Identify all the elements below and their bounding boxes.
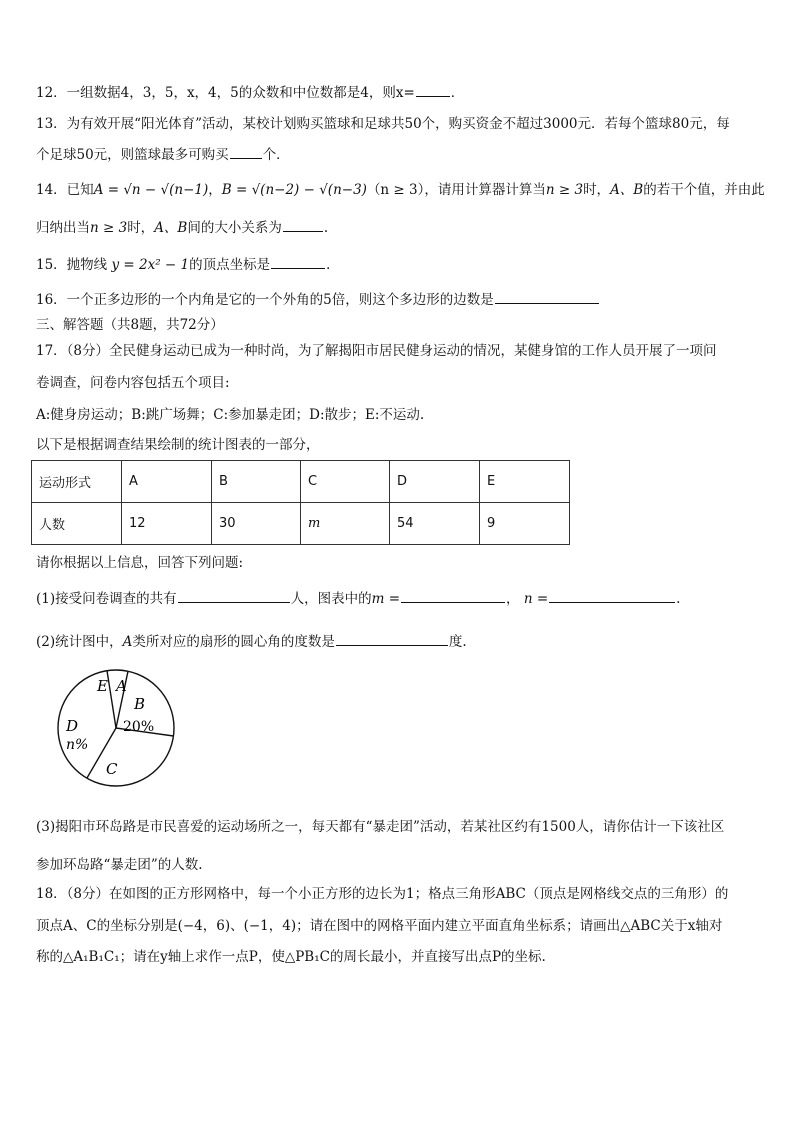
part-text: 人，图表中的	[290, 591, 372, 607]
part-text: 人，请你估计一下该社区	[575, 819, 725, 835]
answer-blank	[401, 589, 505, 603]
question-17-part-3-line-1	[36, 818, 724, 836]
question-17-part-3-line-2: 参加环岛路“暴走团”的人数.	[36, 857, 203, 873]
q14-end: .	[323, 220, 329, 236]
question-16	[36, 290, 600, 309]
table-row	[32, 503, 570, 545]
q14-condition: n ≥ 3	[545, 182, 584, 198]
table-header-cell: C	[301, 461, 390, 503]
pie-label-c: C	[106, 760, 118, 778]
question-12-text: 12．一组数据4，3，5，x，4，5的众数和中位数都是4，则x=	[36, 85, 415, 101]
answer-blank	[549, 589, 675, 603]
q15-end: ．	[326, 257, 340, 273]
part-text: 类所对应的扇形的圆心角的度数是	[132, 634, 335, 650]
question-17-line-4: 以下是根据调查结果绘制的统计图表的一部分，	[36, 437, 320, 453]
table-header-cell: D	[390, 461, 480, 503]
table-cell: 人数	[32, 503, 122, 545]
q14-condition: （n ≥ 3）	[366, 182, 425, 198]
answer-blank	[230, 145, 262, 159]
q14-text: 时，	[127, 220, 155, 236]
question-17-part-2	[36, 632, 467, 651]
part-text: ，	[506, 591, 520, 607]
answer-blank	[495, 290, 599, 304]
m-variable: m =	[371, 591, 401, 607]
q14-ab: A、B	[154, 220, 188, 236]
q15-text: 的顶点坐标是	[189, 257, 271, 273]
expression-a: A = √n − √(n−1)	[93, 182, 209, 198]
table-header-cell: E	[480, 461, 570, 503]
table-header-cell: 运动形式	[32, 461, 122, 503]
question-13-text: 个足球50元，则篮球最多可购买	[36, 147, 229, 163]
question-14-line-2	[36, 218, 328, 237]
part-text: 揭阳市环岛路是市民喜爱的运动场所之一，每天都有“暴走团”活动，若某社区约有	[55, 819, 542, 835]
question-17-line-3: A:健身房运动；B:跳广场舞；C:参加暴走团；D:散步；E:不运动.	[36, 407, 425, 423]
part-end: 度.	[448, 634, 467, 650]
q14-text: 间的大小关系为	[187, 220, 282, 236]
question-17-part-1	[36, 589, 680, 608]
table-cell: 12	[122, 503, 212, 545]
question-17-line-1: 17．（8分）全民健身运动已成为一种时尚，为了解揭阳市居民健身运动的情况，某健身馆的工作人员开展了一项问	[36, 343, 717, 359]
table-row	[32, 461, 570, 503]
question-18-line-2: 顶点A、C的坐标分别是(−4，6)、(−1，4)；请在图中的网格平面内建立平面直角坐标系；请画出△ABC关于x轴对	[36, 918, 723, 934]
pie-label-b-percent: 20%	[123, 719, 155, 735]
question-15	[36, 255, 340, 274]
q14-text: 的若干个值，并由此	[643, 182, 765, 198]
part-text: 统计图中，	[55, 634, 123, 650]
pie-label-b: B	[134, 695, 146, 713]
q14-condition: n ≥ 3	[90, 220, 128, 236]
q14-ab: A、B	[610, 182, 644, 198]
q14-text: 时，	[583, 182, 611, 198]
question-14-line-1	[36, 181, 765, 199]
answer-blank	[283, 218, 323, 232]
survey-table	[31, 460, 570, 545]
part-number: (2)	[36, 634, 56, 650]
answer-blank	[271, 255, 325, 269]
table-cell: 54	[390, 503, 480, 545]
q15-text: 15．抛物线	[36, 257, 108, 273]
q16-text: 16．一个正多边形的一个内角是它的一个外角的5倍，则这个多边形的边数是	[36, 292, 494, 308]
part-number: (1)	[36, 591, 56, 607]
q14-text: 归纳出当	[36, 220, 90, 236]
part-end: .	[676, 591, 681, 607]
table-header-cell: A	[122, 461, 212, 503]
parabola-expression: y = 2x² − 1	[111, 257, 190, 273]
question-13-line-1: 13．为有效开展“阳光体育”活动，某校计划购买篮球和足球共50个，购买资金不超过3000元．若每个篮球80元，每	[36, 116, 730, 132]
q14-text: ，请用计算器计算当	[424, 182, 546, 198]
question-17-line-2: 卷调查，问卷内容包括五个项目:	[36, 375, 230, 391]
answer-blank	[416, 83, 450, 97]
question-12-end: ．	[450, 85, 465, 101]
question-18-line-3: 称的△A₁B₁C₁；请在y轴上求作一点P，使△PB₁C的周长最小，并直接写出点P的坐标.	[36, 949, 546, 965]
table-cell: 30	[212, 503, 301, 545]
question-18-line-1: 18．（8分）在如图的正方形网格中，每一个小正方形的边长为1；格点三角形ABC（顶点是网格线交点的三角形）的	[36, 886, 729, 902]
part-number: (3)	[36, 819, 56, 835]
category-a: A	[122, 634, 133, 650]
q14-text: 14．已知	[36, 182, 94, 198]
answer-blank	[336, 632, 448, 646]
section-heading: 三、解答题（共8题，共72分）	[36, 317, 224, 333]
question-13-line-2	[36, 145, 290, 164]
community-population: 1500	[541, 819, 576, 835]
table-cell: 9	[480, 503, 570, 545]
table-cell: m	[301, 503, 390, 545]
pie-label-d-percent: n%	[66, 737, 89, 753]
part-text: 接受问卷调查的共有	[55, 591, 177, 607]
table-header-cell: B	[212, 461, 301, 503]
n-variable: n =	[523, 591, 549, 607]
question-13-end: 个．	[262, 147, 290, 163]
expression-b: B = √(n−2) − √(n−3)	[221, 182, 367, 198]
pie-label-d: D	[66, 717, 79, 735]
pie-label-e: E	[97, 677, 108, 695]
question-12	[36, 83, 464, 102]
question-17-prompt: 请你根据以上信息，回答下列问题:	[36, 555, 244, 571]
answer-blank	[178, 589, 290, 603]
pie-chart	[50, 667, 182, 789]
q14-sep: ，	[208, 182, 222, 198]
pie-label-a: A	[116, 677, 127, 695]
